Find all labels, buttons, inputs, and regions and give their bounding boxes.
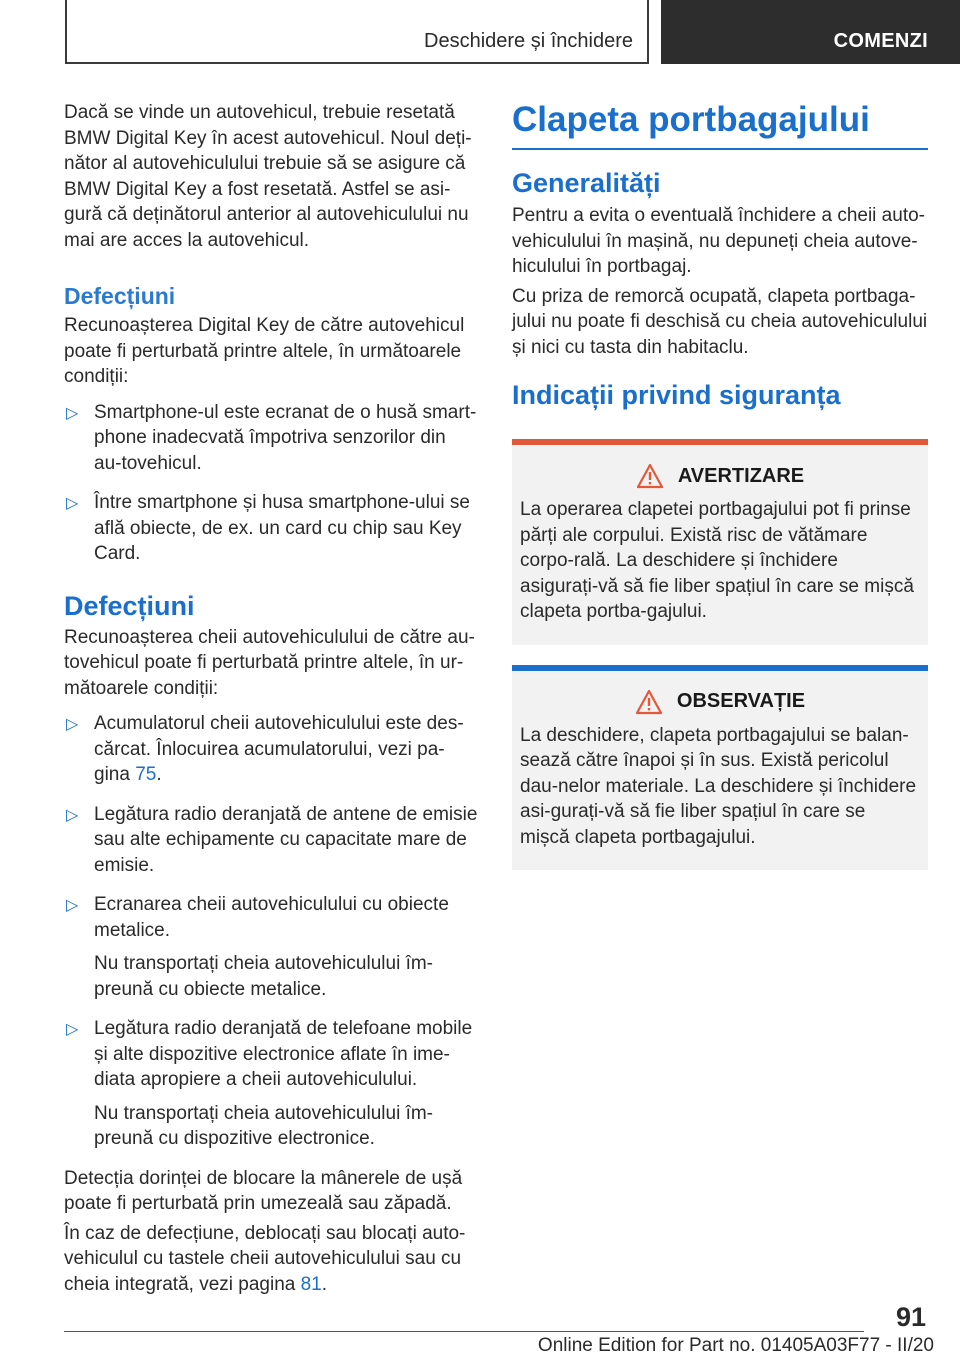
general-paragraph-1: Pentru a evita o eventuală închidere a cheii auto-vehiculului în mașină, nu depuneți cheia autove-hiculului în portbagaj. <box>512 205 925 277</box>
warning-box <box>512 439 928 645</box>
triangle-bullet-icon: ▷ <box>66 495 79 512</box>
page-link-75[interactable]: 75 <box>135 764 157 785</box>
right-column <box>512 100 928 870</box>
intro-paragraph: Dacă se vinde un autovehicul, trebuie resetată BMW Digital Key în acest autovehicul. Noul deți-nător al autovehiculului trebuie să se asigure că BMW Digital Key a fost resetată. Astfel se asi-gură că deținătorul anterior al autovehiculului nu mai are acces la autovehicul. <box>64 102 472 251</box>
list-item: ▷ Acumulatorul cheii autovehiculului este des-cărcat. Înlocuirea acumulatorului, vezi pa-gina 75. <box>66 713 464 785</box>
triangle-bullet-icon: ▷ <box>66 716 79 733</box>
header-section-label: Deschidere și închidere <box>424 30 633 52</box>
header-chapter-tab <box>661 0 960 64</box>
list-item: ▷ Smartphone-ul este ecranat de o husă smart-phone inadecvată împotriva senzorilor din au-tovehicul. <box>66 401 477 474</box>
triangle-bullet-icon: ▷ <box>66 897 79 914</box>
warning-title <box>520 463 920 489</box>
notice-box <box>512 665 928 871</box>
list-item: ▷ Legătura radio deranjată de telefoane mobile și alte dispozitive electronice aflate în ime-diata apropiere a cheii autovehiculului. Nu transportați cheia autovehiculului îm-preună cu dispozitive electronice. <box>64 1016 478 1152</box>
left-column <box>64 100 478 1301</box>
header-section-tab <box>65 0 649 64</box>
warning-label: AVERTIZARE <box>677 464 805 487</box>
defect2-heading: Defecțiuni <box>64 590 195 621</box>
item-note: Nu transportați cheia autovehiculului îm-preună cu dispozitive electronice. <box>94 1102 434 1149</box>
page-number: 91 <box>895 1302 926 1332</box>
fallback-paragraph: În caz de defecțiune, deblocați sau blocați auto-vehiculul cu tastele cheii autovehiculului sau cu cheia integrată, vezi pagina 81. <box>64 1222 466 1295</box>
footer-edition: Online Edition for Part no. 01405A03F77 - II/20 <box>537 1335 934 1356</box>
triangle-bullet-icon: ▷ <box>66 1021 79 1038</box>
warning-triangle-icon <box>635 689 663 715</box>
defect1-heading: Defecțiuni <box>64 283 176 309</box>
warning-text: La operarea clapetei portbagajului pot fi prinse părți ale corpului. Există risc de vătămare corpo-rală. La deschidere și închidere asigurați-vă să fie liber spațiul în care se mișcă clapeta portba-gajului. <box>520 499 914 622</box>
triangle-bullet-icon: ▷ <box>66 806 79 824</box>
defect2-list <box>64 711 478 1152</box>
safety-heading: Indicații privind siguranța <box>512 380 841 410</box>
warning-triangle-icon <box>636 463 664 489</box>
footer-divider <box>64 1331 864 1332</box>
general-heading: Generalități <box>512 168 661 198</box>
page-link-81[interactable]: 81 <box>300 1273 322 1295</box>
list-item: ▷ Ecranarea cheii autovehiculului cu obiecte metalice. Nu transportați cheia autovehiculului îm-preună cu obiecte metalice. <box>64 892 478 1002</box>
notice-text: La deschidere, clapeta portbagajului se balan-sează către înapoi și în sus. Există pericolul dau-nelor materiale. La deschidere și închidere asi-gurați-vă să fie liber spațiul în care se mișcă clapeta portbagajului. <box>520 724 917 848</box>
list-item: ▷ Între smartphone și husa smartphone-ului se află obiecte, de ex. un card cu chip sau Key Card. <box>66 492 470 564</box>
item-note: Nu transportați cheia autovehiculului îm-preună cu obiecte metalice. <box>94 953 434 1000</box>
list-item: ▷ Legătura radio deranjată de antene de emisie sau alte echipamente cu capacitate mare de emisie. <box>66 803 478 876</box>
header-chapter-label: COMENZI <box>833 30 928 52</box>
notice-label: OBSERVAȚIE <box>676 690 806 712</box>
defect1-list <box>64 400 478 567</box>
triangle-bullet-icon: ▷ <box>66 404 79 422</box>
defect2-intro: Recunoașterea cheii autovehiculului de către au-tovehicul poate fi perturbată printre altele, în ur-mătoarele condiții: <box>64 626 475 699</box>
defect1-intro: Recunoașterea Digital Key de către autovehicul poate fi perturbată printre altele, în următoarele condiții: <box>64 315 465 387</box>
general-paragraph-2: Cu priza de remorcă ocupată, clapeta portbaga-jului nu poate fi deschisă cu cheia autovehiculului și nici cu tasta din habitaclu. <box>512 285 928 358</box>
lock-detection-paragraph: Detecția dorinței de blocare la mânerele de ușă poate fi perturbată prin umezeală sau zăpadă. <box>64 1167 463 1214</box>
notice-title <box>520 689 920 715</box>
main-title: Clapeta portbagajului <box>512 100 928 150</box>
